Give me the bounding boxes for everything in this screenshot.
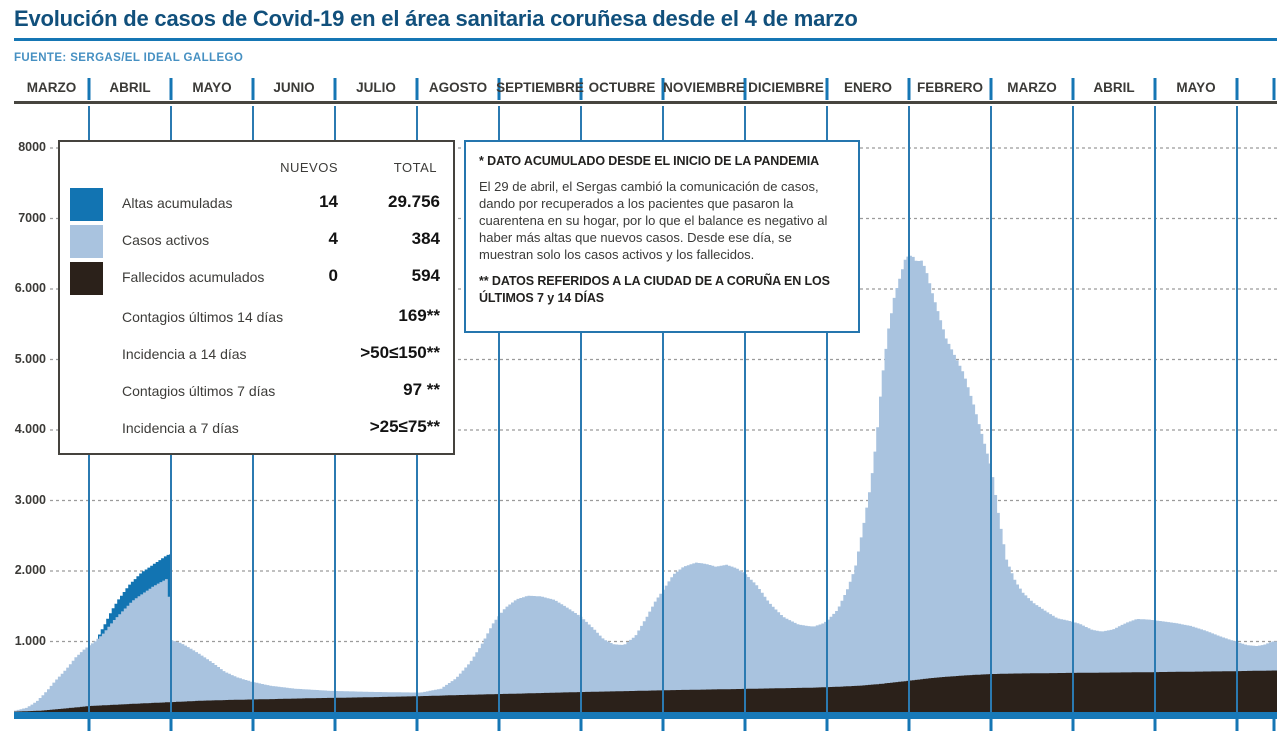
- month-label-diciembre-9: DICIEMBRE: [748, 80, 824, 95]
- legend-value-total: 97 **: [403, 380, 440, 399]
- month-label-octubre-7: OCTUBRE: [588, 80, 656, 95]
- y-axis-label-6000: 6.000: [14, 281, 46, 295]
- legend-extra-row-1: [60, 337, 453, 374]
- y-axis-label-5000: 5.000: [14, 351, 46, 366]
- legend-value-nuevos: 14: [319, 192, 338, 211]
- month-label-septiembre-6: SEPTIEMBRE: [496, 80, 584, 95]
- legend-label: Incidencia a 14 días: [122, 346, 247, 362]
- y-axis-label-3000: 3.000: [14, 492, 46, 507]
- legend-label: Contagios últimos 14 días: [122, 309, 284, 325]
- y-axis-label-8000: 8000: [18, 140, 46, 154]
- y-axis-label-7000: 7000: [18, 210, 46, 225]
- month-label-abril-1: ABRIL: [109, 80, 151, 95]
- legend-value-nuevos: 4: [328, 229, 338, 248]
- page-title: Evolución de casos de Covid-19 en el área sanitaria coruñesa desde el 4 de marzo: [14, 6, 858, 31]
- legend-value-total: 384: [411, 229, 440, 248]
- legend-extra-row-0: [60, 300, 453, 337]
- month-label-noviembre-8: NOVIEMBRE: [663, 80, 745, 95]
- legend-box: [58, 140, 455, 455]
- legend-swatch: [70, 225, 103, 258]
- y-axis-label-4000: 4.000: [14, 422, 46, 436]
- month-label-mayo-14: MAYO: [1176, 80, 1216, 95]
- annotation-footnote: ** DATOS REFERIDOS A LA CIUDAD DE A CORUÑA EN LOS ÚLTIMOS 7 y 14 DÍAS: [479, 274, 830, 305]
- source-credit: FUENTE: SERGAS/EL IDEAL GALLEGO: [14, 52, 244, 64]
- legend-extra-row-2: [60, 374, 453, 411]
- legend-label: Altas acumuladas: [122, 195, 233, 211]
- legend-label: Casos activos: [122, 232, 210, 248]
- legend-col-total: TOTAL: [393, 160, 437, 175]
- legend-value-total: 169**: [398, 306, 440, 325]
- legend-value-total: 29.756: [388, 192, 440, 211]
- month-label-julio-4: JULIO: [356, 80, 396, 95]
- month-label-marzo-0: MARZO: [26, 80, 77, 95]
- legend-swatch: [70, 188, 103, 221]
- month-label-junio-3: JUNIO: [273, 80, 315, 95]
- legend-value-nuevos: 0: [328, 266, 338, 285]
- legend-row-0: [60, 186, 453, 223]
- annotation-header: * DATO ACUMULADO DESDE EL INICIO DE LA PANDEMIA: [479, 154, 819, 168]
- legend-row-1: [60, 223, 453, 260]
- legend-row-2: [60, 260, 453, 297]
- month-label-abril-13: ABRIL: [1093, 80, 1135, 95]
- legend-extra-row-3: [60, 411, 453, 448]
- month-label-mayo-2: MAYO: [192, 80, 232, 95]
- annotation-paragraph: El 29 de abril, el Sergas cambió la comunicación de casos, dando por recuperados a los pacientes que pasaron la cuarentena en su hogar, por lo que el balance es negativo al haber más altas que nuevos casos. Desde ese día, se muestran solo los casos activos y los fallecidos.: [479, 178, 828, 263]
- y-axis-label-2000: 2.000: [14, 563, 46, 577]
- legend-label: Incidencia a 7 días: [122, 420, 239, 436]
- legend-swatch: [70, 262, 103, 295]
- x-axis-baseline: [14, 712, 1277, 719]
- month-label-marzo-12: MARZO: [1007, 80, 1057, 95]
- legend-value-total: >25≤75**: [369, 417, 440, 436]
- legend-value-total: >50≤150**: [360, 343, 440, 362]
- legend-col-nuevos: NUEVOS: [280, 160, 338, 175]
- month-label-febrero-11: FEBRERO: [916, 80, 984, 95]
- y-axis-label-1000: 1.000: [14, 633, 46, 648]
- legend-value-total: 594: [411, 266, 440, 285]
- legend-label: Fallecidos acumulados: [122, 269, 265, 285]
- month-axis-rule: [14, 101, 1277, 104]
- month-label-agosto-5: AGOSTO: [428, 80, 488, 95]
- legend-label: Contagios últimos 7 días: [122, 383, 276, 399]
- title-underline: [14, 38, 1277, 41]
- annotation-box: [464, 140, 860, 333]
- month-label-enero-10: ENERO: [843, 80, 893, 95]
